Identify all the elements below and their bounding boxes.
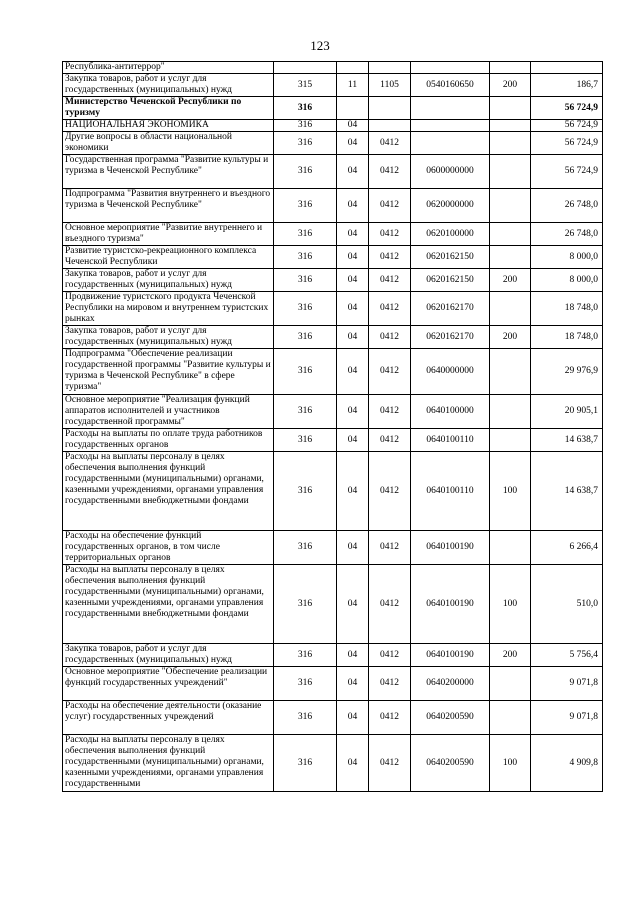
- amount-cell: 56 724,9: [531, 120, 603, 132]
- row-name-cell: Основное мероприятие "Обеспечение реализации функций государственных учреждений": [63, 667, 274, 701]
- target-code-cell: 0640100190: [411, 644, 490, 667]
- subsection-code-cell: 0412: [369, 326, 411, 349]
- table-row: [63, 667, 603, 701]
- row-name-cell: Закупка товаров, работ и услуг для государственных (муниципальных) нужд: [63, 644, 274, 667]
- amount-cell: 186,7: [531, 74, 603, 97]
- row-name-cell: Расходы на выплаты по оплате труда работников государственных органов: [63, 429, 274, 452]
- target-code-cell: [411, 120, 490, 132]
- ministry-code-cell: 316: [274, 223, 337, 246]
- section-code-cell: 04: [337, 429, 369, 452]
- subsection-code-cell: 1105: [369, 74, 411, 97]
- subsection-code-cell: 0412: [369, 644, 411, 667]
- ministry-code-cell: 316: [274, 120, 337, 132]
- row-name-cell: НАЦИОНАЛЬНАЯ ЭКОНОМИКА: [63, 120, 274, 132]
- row-name-cell: Республика-антитеррор": [63, 62, 274, 74]
- subsection-code-cell: 0412: [369, 155, 411, 189]
- expense-type-cell: [490, 155, 531, 189]
- table-row: [63, 120, 603, 132]
- target-code-cell: 0620162170: [411, 292, 490, 326]
- target-code-cell: 0640100190: [411, 531, 490, 565]
- budget-table-body: [63, 62, 603, 792]
- amount-cell: 18 748,0: [531, 292, 603, 326]
- budget-table: [62, 61, 603, 792]
- table-row: [63, 531, 603, 565]
- row-name-cell: Основное мероприятие "Развитие внутреннего и въездного туризма": [63, 223, 274, 246]
- subsection-code-cell: 0412: [369, 531, 411, 565]
- expense-type-cell: [490, 246, 531, 269]
- row-name-cell: Основное мероприятие "Реализация функций аппаратов исполнителей и участников государственной программы": [63, 395, 274, 429]
- target-code-cell: 0640100190: [411, 565, 490, 644]
- ministry-code-cell: 316: [274, 701, 337, 735]
- section-code-cell: 04: [337, 223, 369, 246]
- amount-cell: 14 638,7: [531, 429, 603, 452]
- target-code-cell: 0620162150: [411, 246, 490, 269]
- target-code-cell: [411, 62, 490, 74]
- expense-type-cell: [490, 97, 531, 120]
- table-row: [63, 62, 603, 74]
- target-code-cell: [411, 132, 490, 155]
- expense-type-cell: 100: [490, 565, 531, 644]
- table-row: [63, 189, 603, 223]
- table-row: [63, 395, 603, 429]
- amount-cell: 56 724,9: [531, 97, 603, 120]
- section-code-cell: [337, 62, 369, 74]
- table-row: [63, 644, 603, 667]
- table-row: [63, 326, 603, 349]
- amount-cell: 6 266,4: [531, 531, 603, 565]
- expense-type-cell: [490, 531, 531, 565]
- target-code-cell: 0620162150: [411, 269, 490, 292]
- subsection-code-cell: 0412: [369, 701, 411, 735]
- row-name-cell: Министерство Чеченской Республики по туризму: [63, 97, 274, 120]
- subsection-code-cell: [369, 120, 411, 132]
- ministry-code-cell: 316: [274, 644, 337, 667]
- subsection-code-cell: 0412: [369, 292, 411, 326]
- expense-type-cell: 100: [490, 452, 531, 531]
- row-name-cell: Закупка товаров, работ и услуг для государственных (муниципальных) нужд: [63, 326, 274, 349]
- target-code-cell: 0640200590: [411, 735, 490, 792]
- subsection-code-cell: [369, 62, 411, 74]
- row-name-cell: Закупка товаров, работ и услуг для государственных (муниципальных) нужд: [63, 74, 274, 97]
- target-code-cell: 0640100000: [411, 395, 490, 429]
- table-row: [63, 735, 603, 792]
- section-code-cell: 11: [337, 74, 369, 97]
- amount-cell: 8 000,0: [531, 269, 603, 292]
- expense-type-cell: 100: [490, 735, 531, 792]
- expense-type-cell: [490, 62, 531, 74]
- table-row: [63, 565, 603, 644]
- amount-cell: 14 638,7: [531, 452, 603, 531]
- section-code-cell: 04: [337, 246, 369, 269]
- section-code-cell: 04: [337, 701, 369, 735]
- subsection-code-cell: 0412: [369, 735, 411, 792]
- subsection-code-cell: 0412: [369, 452, 411, 531]
- ministry-code-cell: 316: [274, 326, 337, 349]
- amount-cell: 56 724,9: [531, 132, 603, 155]
- expense-type-cell: [490, 701, 531, 735]
- section-code-cell: 04: [337, 326, 369, 349]
- row-name-cell: Государственная программа "Развитие культуры и туризма в Чеченской Республике": [63, 155, 274, 189]
- section-code-cell: 04: [337, 292, 369, 326]
- section-code-cell: 04: [337, 735, 369, 792]
- subsection-code-cell: 0412: [369, 189, 411, 223]
- ministry-code-cell: 316: [274, 246, 337, 269]
- table-row: [63, 452, 603, 531]
- ministry-code-cell: 316: [274, 395, 337, 429]
- subsection-code-cell: 0412: [369, 246, 411, 269]
- target-code-cell: 0620100000: [411, 223, 490, 246]
- row-name-cell: Подпрограмма "Развития внутреннего и въездного туризма в Чеченской Республике": [63, 189, 274, 223]
- row-name-cell: Развитие туристско-рекреационного комплекса Чеченской Республики: [63, 246, 274, 269]
- target-code-cell: 0640100110: [411, 429, 490, 452]
- section-code-cell: 04: [337, 531, 369, 565]
- row-name-cell: Расходы на выплаты персоналу в целях обеспечения выполнения функций государственными (муниципальными) органами, казенными учреждениями, органами управления государственными: [63, 735, 274, 792]
- table-row: [63, 155, 603, 189]
- ministry-code-cell: 316: [274, 189, 337, 223]
- section-code-cell: 04: [337, 120, 369, 132]
- row-name-cell: Расходы на обеспечение деятельности (оказание услуг) государственных учреждений: [63, 701, 274, 735]
- amount-cell: 5 756,4: [531, 644, 603, 667]
- target-code-cell: 0640100110: [411, 452, 490, 531]
- subsection-code-cell: 0412: [369, 395, 411, 429]
- target-code-cell: 0600000000: [411, 155, 490, 189]
- expense-type-cell: 200: [490, 326, 531, 349]
- row-name-cell: Расходы на выплаты персоналу в целях обеспечения выполнения функций государственными (муниципальными) органами, казенными учреждениями, органами управления государственными внебюджетными фондами: [63, 452, 274, 531]
- subsection-code-cell: 0412: [369, 429, 411, 452]
- expense-type-cell: [490, 349, 531, 395]
- target-code-cell: 0640200590: [411, 701, 490, 735]
- row-name-cell: Расходы на выплаты персоналу в целях обеспечения выполнения функций государственными (муниципальными) органами, казенными учреждениями, органами управления государственными внебюджетными фондами: [63, 565, 274, 644]
- row-name-cell: Подпрограмма "Обеспечение реализации государственной программы "Развитие культуры и туризма в Чеченской Республике" в сфере туризма": [63, 349, 274, 395]
- expense-type-cell: [490, 189, 531, 223]
- section-code-cell: 04: [337, 565, 369, 644]
- target-code-cell: 0620162170: [411, 326, 490, 349]
- ministry-code-cell: 316: [274, 155, 337, 189]
- table-row: [63, 74, 603, 97]
- table-row: [63, 97, 603, 120]
- section-code-cell: 04: [337, 644, 369, 667]
- ministry-code-cell: 316: [274, 452, 337, 531]
- ministry-code-cell: 316: [274, 531, 337, 565]
- section-code-cell: 04: [337, 189, 369, 223]
- subsection-code-cell: 0412: [369, 132, 411, 155]
- table-row: [63, 223, 603, 246]
- subsection-code-cell: 0412: [369, 269, 411, 292]
- amount-cell: 4 909,8: [531, 735, 603, 792]
- table-row: [63, 132, 603, 155]
- section-code-cell: 04: [337, 667, 369, 701]
- expense-type-cell: [490, 120, 531, 132]
- section-code-cell: 04: [337, 155, 369, 189]
- ministry-code-cell: 316: [274, 667, 337, 701]
- ministry-code-cell: 316: [274, 269, 337, 292]
- expense-type-cell: [490, 223, 531, 246]
- table-row: [63, 429, 603, 452]
- section-code-cell: 04: [337, 395, 369, 429]
- target-code-cell: 0540160650: [411, 74, 490, 97]
- ministry-code-cell: 316: [274, 735, 337, 792]
- amount-cell: 8 000,0: [531, 246, 603, 269]
- expense-type-cell: 200: [490, 74, 531, 97]
- ministry-code-cell: 316: [274, 97, 337, 120]
- section-code-cell: 04: [337, 452, 369, 531]
- target-code-cell: 0620000000: [411, 189, 490, 223]
- row-name-cell: Продвижение туристского продукта Чеченской Республики на мировом и внутреннем туристских рынках: [63, 292, 274, 326]
- section-code-cell: 04: [337, 349, 369, 395]
- amount-cell: 9 071,8: [531, 701, 603, 735]
- table-row: [63, 292, 603, 326]
- amount-cell: 56 724,9: [531, 155, 603, 189]
- subsection-code-cell: 0412: [369, 667, 411, 701]
- target-code-cell: 0640200000: [411, 667, 490, 701]
- amount-cell: 18 748,0: [531, 326, 603, 349]
- row-name-cell: Другие вопросы в области национальной экономики: [63, 132, 274, 155]
- amount-cell: 510,0: [531, 565, 603, 644]
- amount-cell: 29 976,9: [531, 349, 603, 395]
- ministry-code-cell: 316: [274, 429, 337, 452]
- table-row: [63, 701, 603, 735]
- expense-type-cell: 200: [490, 269, 531, 292]
- ministry-code-cell: 316: [274, 349, 337, 395]
- table-row: [63, 269, 603, 292]
- target-code-cell: 0640000000: [411, 349, 490, 395]
- amount-cell: 9 071,8: [531, 667, 603, 701]
- ministry-code-cell: [274, 62, 337, 74]
- expense-type-cell: [490, 429, 531, 452]
- amount-cell: 26 748,0: [531, 223, 603, 246]
- expense-type-cell: [490, 667, 531, 701]
- section-code-cell: 04: [337, 132, 369, 155]
- target-code-cell: [411, 97, 490, 120]
- subsection-code-cell: 0412: [369, 349, 411, 395]
- ministry-code-cell: 316: [274, 132, 337, 155]
- table-row: [63, 246, 603, 269]
- subsection-code-cell: 0412: [369, 223, 411, 246]
- section-code-cell: [337, 97, 369, 120]
- subsection-code-cell: [369, 97, 411, 120]
- section-code-cell: 04: [337, 269, 369, 292]
- expense-type-cell: [490, 132, 531, 155]
- expense-type-cell: [490, 395, 531, 429]
- amount-cell: 26 748,0: [531, 189, 603, 223]
- ministry-code-cell: 316: [274, 565, 337, 644]
- table-row: [63, 349, 603, 395]
- expense-type-cell: 200: [490, 644, 531, 667]
- amount-cell: [531, 62, 603, 74]
- ministry-code-cell: 315: [274, 74, 337, 97]
- expense-type-cell: [490, 292, 531, 326]
- row-name-cell: Расходы на обеспечение функций государственных органов, в том числе территориальных органов: [63, 531, 274, 565]
- page-number: 123: [310, 38, 330, 53]
- ministry-code-cell: 316: [274, 292, 337, 326]
- subsection-code-cell: 0412: [369, 565, 411, 644]
- row-name-cell: Закупка товаров, работ и услуг для государственных (муниципальных) нужд: [63, 269, 274, 292]
- amount-cell: 20 905,1: [531, 395, 603, 429]
